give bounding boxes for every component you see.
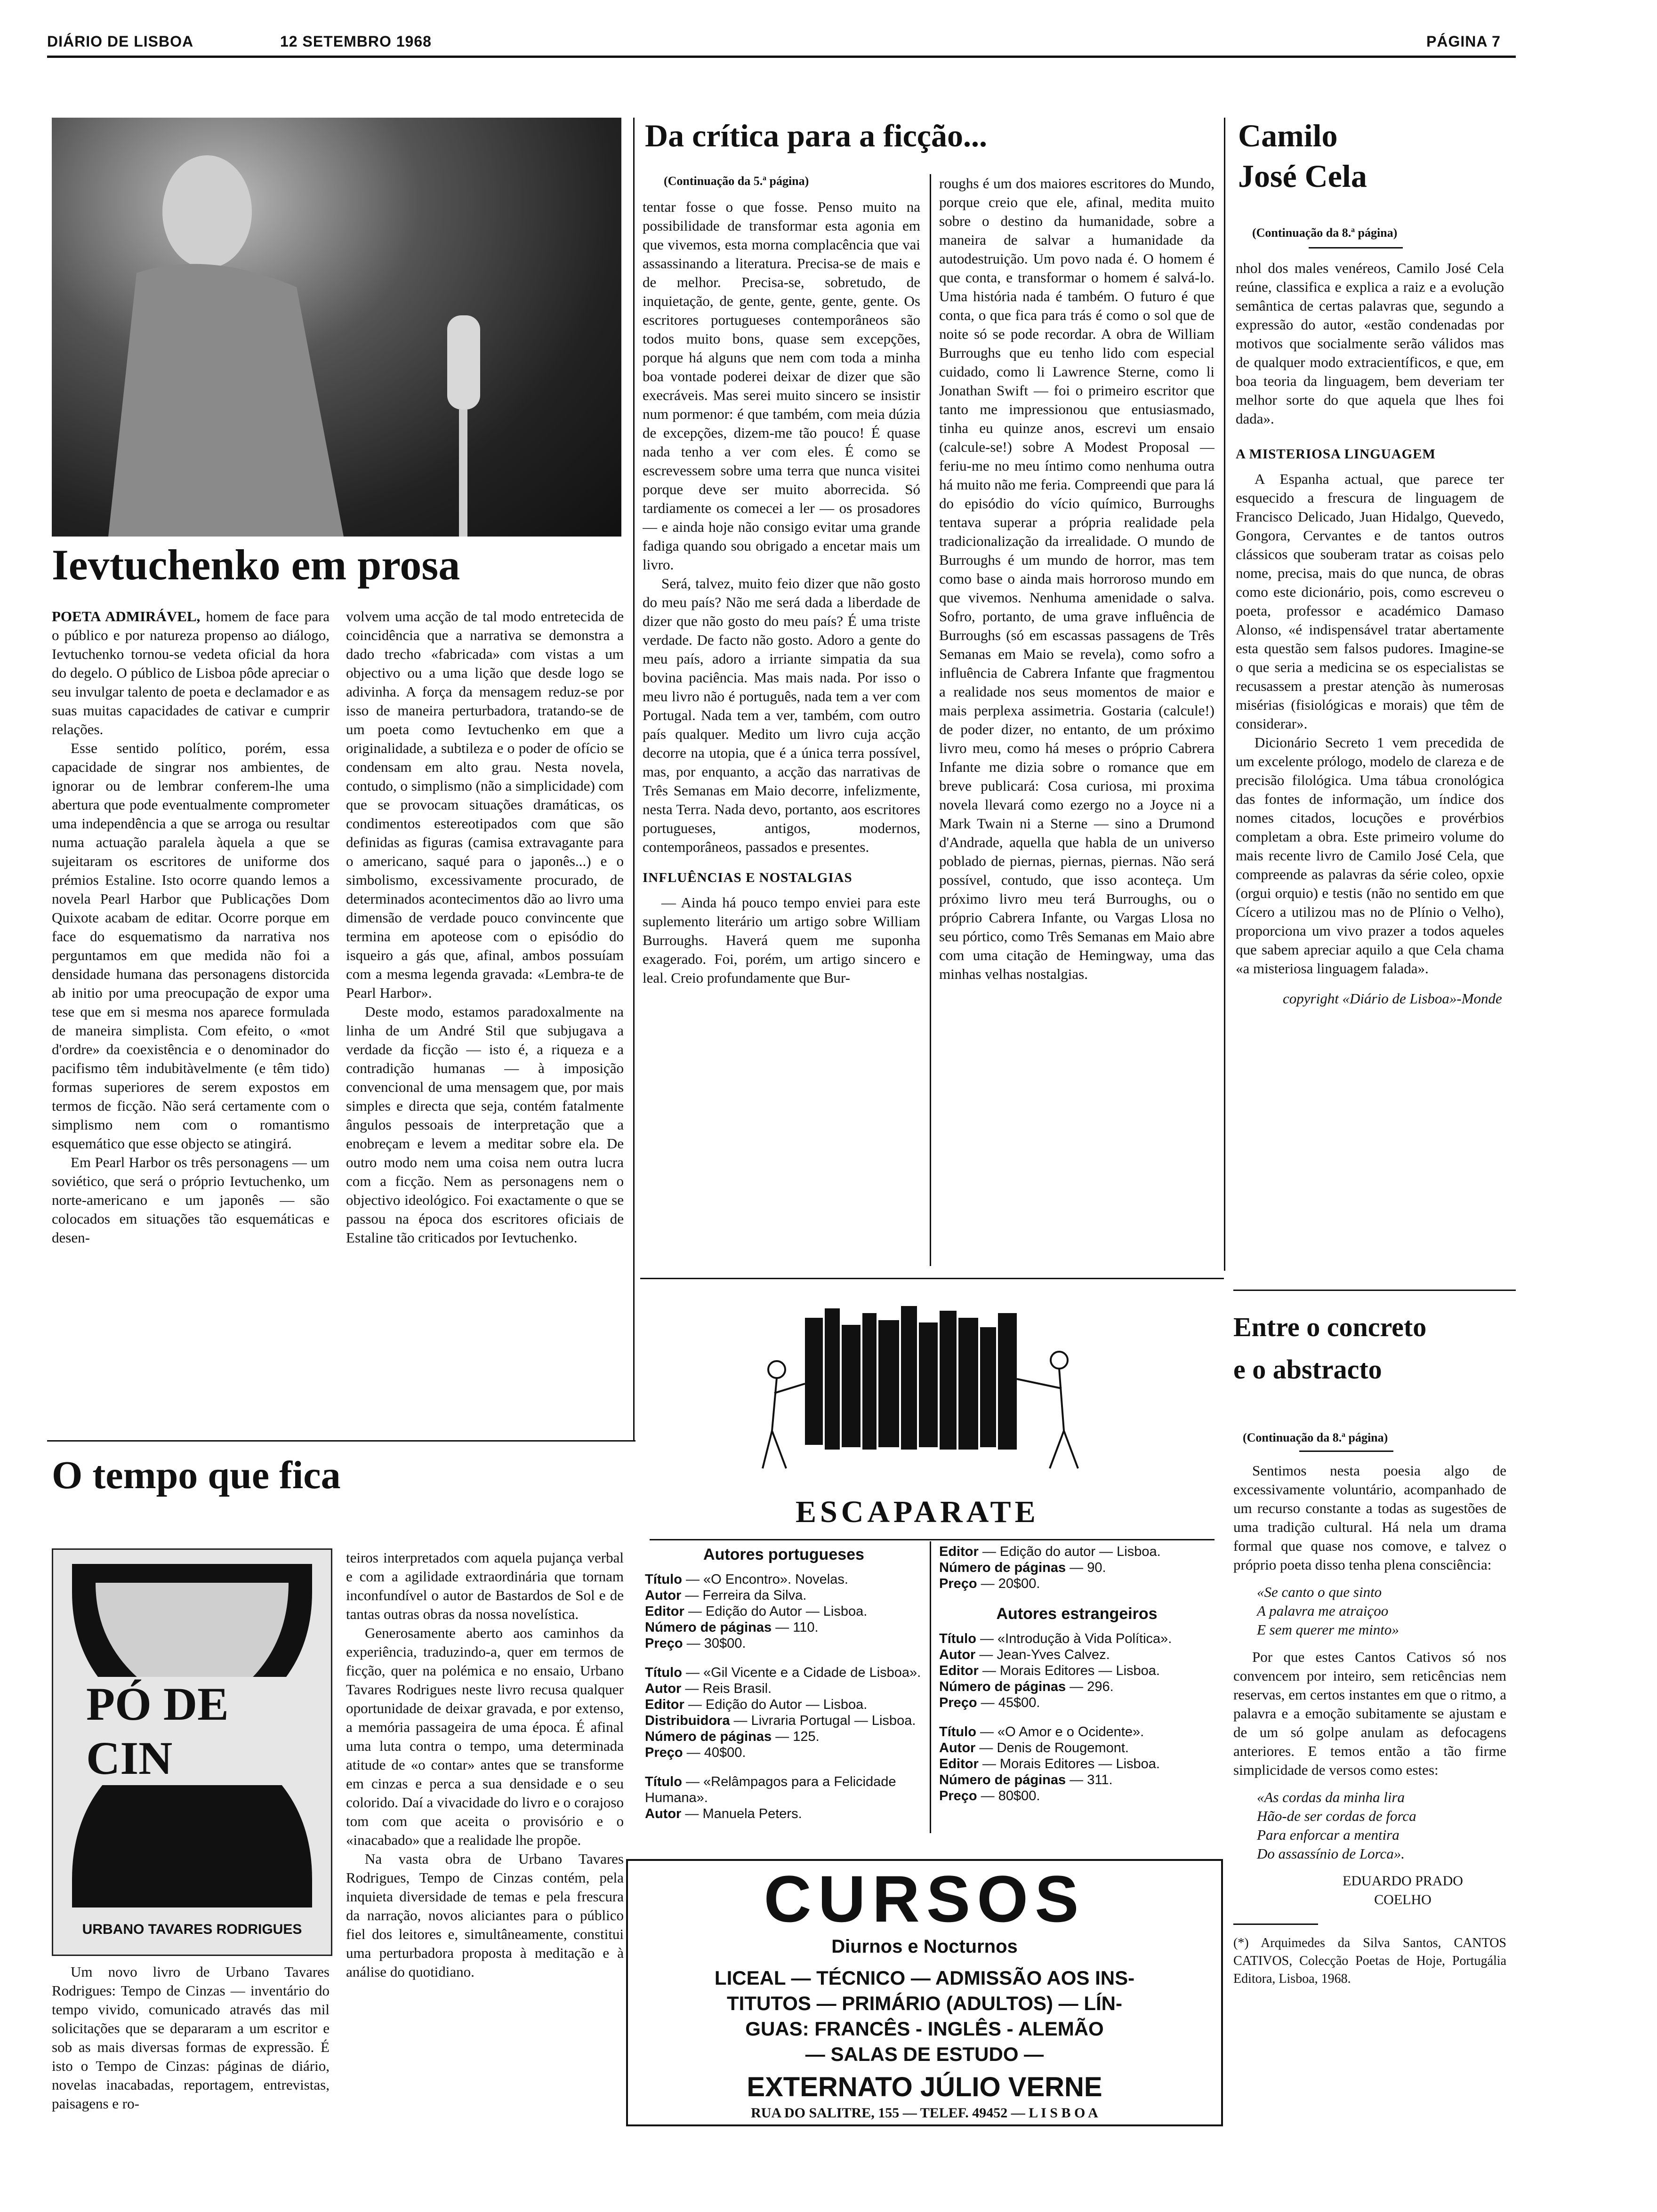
book-entry-field: Editor — Edição do Autor — Lisboa. [645,1697,868,1712]
field-value: 311. [1087,1772,1113,1787]
books-figures-icon [734,1299,1120,1497]
paragraph: A Espanha actual, que parece ter esquecido a frescura de linguagem de Francisco Delicado, Juan Hidalgo, Quevedo, Gongora, Cervantes e de tantos outros clássicos que souberam tratar as coisas pelo nome, precisa, mais do que nunca, de obras como este dicionário, pois, como escreveu o poeta, professor e académico Damaso Alonso, «é indispensável tratar abertamente esta questão sem falsos pudores. Imagine-se o que seria a medicina se os especialistas se recusassem a prestar atenção às numerosas misérias (fisiológicas e morais) que têm de considerar». [1236,471,1504,732]
paragraph: Generosamente aberto aos caminhos da experiência, traduzindo-a, quer em termos de ficção, quer na polémica e no ensaio, Urbano Tavares Rodrigues neste livro recusa qualquer oportunidade de deixar gravada, e por extenso, a memória passageira de uma época. É afinal uma luta contra o tempo, uma determinada atitude de «o contar» antes que se transforme em cinzas e perca a sua densidade e o seu colorido. Daí a vivacidade do livro e o corajoso tom com que aceita o provisório e o «inacabado» que a realidade lhe propõe. [346,1625,624,1848]
book-entry-field: Título — «O Encontro». Novelas. [645,1572,848,1587]
cela-headline [1238,115,1502,196]
book-entry-field: Autor — Manuela Peters. [645,1806,802,1821]
paragraph: Dicionário Secreto 1 vem precedida de um excelente prólogo, modelo de clareza e de precisão filológica. Uma tábua cronológica das fontes de informação, um índice dos nomes citados, locuções e provérbios completam a obra. Este primeiro volume do mais recente livro de Camilo José Cela, que compreende as palavras da série coleo, opxie (orgui orquio) e testis (não no sentido em que Cícero a utilizou mas no de Plínio o Velho), proporciona um vivo prazer a todos aqueles que sabem apreciar aquilo a que Cela chama «a misteriosa linguagem falada». [1236,734,1504,977]
book-cover-image [52,1548,332,1956]
issue-date: 12 SETEMBRO 1968 [280,33,432,50]
field-label: Autor [939,1647,976,1662]
header-rule [47,56,1516,58]
book-entry [939,1544,1215,1592]
paragraph: Por que estes Cantos Cativos só nos convencem por inteiro, sem reticências nem reservas, em certos instantes em que o ritmo, a palavra e a emoção subitamente se ajustam e de um só golpe anulam as defocagens anteriores. E temos então a tão firme simplicidade de versos como estes: [1233,1649,1506,1778]
field-label: Editor [939,1544,979,1559]
concreto-headline [1233,1306,1516,1391]
field-label: Preço [939,1788,977,1803]
book-entry-field: Preço — 30$00. [645,1636,746,1651]
section-rule [1233,1290,1516,1291]
tempo-column-1 [52,1963,330,2184]
cursos-title: CURSOS [764,1862,1086,1936]
field-value: Morais Editores — Lisboa. [999,1663,1160,1678]
field-label: Editor [645,1604,684,1619]
field-label: Preço [645,1636,683,1651]
field-label: Título [645,1665,682,1680]
cursos-offer [628,1965,1221,2067]
critica-continuation: (Continuação da 5.ª página) [664,174,809,188]
signature-line: COELHO [1374,1892,1432,1907]
short-rule [1309,247,1403,248]
footnote-rule [1233,1923,1318,1925]
book-entry-field: Número de páginas — 311. [939,1772,1113,1787]
ievtuchenko-photo [52,118,621,537]
field-value: Edição do Autor — Lisboa. [705,1604,868,1619]
book-entry-field: Autor — Denis de Rougemont. [939,1740,1129,1755]
cursos-line: TITUTOS — PRIMÁRIO (ADULTOS) — LÍN- [727,1992,1122,2014]
paragraph: teiros interpretados com aquela pujança verbal e com a agilidade extraordinária que tornam inconfundível o autor de Bastardos de Sol e de tantas outras obras da nossa novelística. [346,1549,624,1622]
field-label: Título [645,1774,682,1789]
field-value: 110. [793,1620,819,1635]
column-divider [930,174,931,1266]
section-rule [640,1278,1224,1279]
critica-column-1 [643,198,920,1261]
field-value: 125. [793,1729,820,1744]
paragraph: nhol dos males venéreos, Camilo José Cela reúne, classifica e explica a raiz e a evolução semântica de certas palavras que, segundo a expressão do autor, «estão condenadas por motivos que socialmente serão válidos mas de qualquer modo extracientíficos, e que, em boa teoria da linguagem, bem deveriam ter melhor sorte do que aquela que lhes foi dada». [1236,260,1504,427]
escaparate-foreign [939,1544,1215,1850]
field-value: «O Amor e o Ocidente». [997,1724,1144,1739]
book-entry [645,1571,923,1651]
field-label: Editor [645,1697,684,1712]
verse-line: Para enforcar a mentira [1257,1827,1400,1843]
book-entry-field: Autor — Jean-Yves Calvez. [939,1647,1110,1662]
paragraph: Sentimos nesta poesia algo de excessivamente voluntário, acompanhado de um recurso constante a todas as sugestões de uma tradição cultural. Há nela um drama formal que quase nos comove, e talvez o próprio poeta disso tenha plena consciência: [1233,1462,1506,1573]
concreto-continuation: (Continuação da 8.ª página) [1243,1431,1388,1444]
cursos-subtitle: Diurnos e Nocturnos [831,1936,1018,1957]
book-entry-field: Preço — 40$00. [645,1745,746,1760]
field-value: 45$00. [998,1695,1040,1710]
short-rule [1299,1451,1393,1452]
book-entry-field: Editor — Morais Editores — Lisboa. [939,1663,1160,1678]
book-entry-field: Número de páginas — 125. [645,1729,820,1744]
book-entry-field: Editor — Edição do Autor — Lisboa. [645,1604,868,1619]
book-entry-field: Distribuidora — Livraria Portugal — Lisboa. [645,1713,916,1728]
field-value: 296. [1087,1679,1114,1694]
escaparate-title: ESCAPARATE [796,1495,1039,1529]
cursos-line: GUAS: FRANCÊS - INGLÊS - ALEMÃO [745,2018,1104,2040]
field-value: «O Encontro». Novelas. [703,1572,848,1587]
field-label: Número de páginas [645,1620,772,1635]
field-label: Distribuidora [645,1713,730,1728]
paragraph: Um novo livro de Urbano Tavares Rodrigues: Tempo de Cinzas — inventário do tempo vivido, comunicado através das mil solicitações que se depararam a um escritor e sob as mais diversas formas de expressão. É isto o Tempo de Cinzas: páginas de diário, novelas inacabadas, reportagem, entrevistas, paisagens e ro- [52,1964,330,2112]
escaparate-portuguese [645,1544,923,1850]
column-divider [930,1541,931,1833]
book-entry-field: Número de páginas — 110. [645,1620,819,1635]
quote-block [1257,1583,1506,1639]
verse-line: «Se canto o que sinto [1257,1584,1382,1600]
paragraph: Em Pearl Harbor os três personagens — um soviético, que será o próprio Ievtuchenko, um norte-americano e um japonês — são colocados em situações tão esquemáticas e desen- [52,1154,330,1246]
field-label: Autor [645,1588,682,1603]
book-entry [645,1665,923,1761]
field-value: 80$00. [998,1788,1040,1803]
verse-line: A palavra me atraiçoo [1257,1603,1389,1619]
lead-in: POETA ADMIRÁVEL, [52,608,201,625]
field-value: Livraria Portugal — Lisboa. [751,1713,916,1728]
book-entry [939,1631,1215,1711]
school-name: EXTERNATO JÚLIO VERNE [747,2072,1102,2102]
paragraph: homem de face para o público e por natureza propenso ao diálogo, Ievtuchenko tornou-se vedeta oficial da hora do degelo. O público de Lisboa pôde apreciar o seu invulgar talento de poeta e declamador e as suas muitas capacidades de cativar e cumprir relações. [52,608,330,737]
field-label: Autor [645,1681,682,1696]
concreto-column [1233,1461,1506,2139]
column-divider [633,118,635,1440]
signature-line: EDUARDO PRADO [1343,1873,1463,1889]
field-label: Editor [939,1663,979,1678]
field-value: 90. [1087,1560,1106,1575]
ievtuchenko-headline: Ievtuchenko em prosa [52,541,460,589]
book-entry-field: Editor — Morais Editores — Lisboa. [939,1756,1160,1771]
book-entry-field: Preço — 20$00. [939,1576,1040,1591]
escaparate-right-list [939,1631,1215,1804]
field-label: Título [645,1572,682,1587]
critica-column-2 [939,174,1215,1266]
book-entry-field: Número de páginas — 296. [939,1679,1114,1694]
field-label: Número de páginas [645,1729,772,1744]
section-rule [47,1440,635,1442]
field-label: Número de páginas [939,1772,1066,1787]
field-value: Morais Editores — Lisboa. [999,1756,1160,1771]
book-entry [645,1774,923,1822]
escaparate-left-header: Autores portugueses [703,1546,864,1563]
newspaper-name: DIÁRIO DE LISBOA [47,33,194,50]
section-heading: INFLUÊNCIAS E NOSTALGIAS [643,870,853,885]
paragraph: volvem uma acção de tal modo entretecida de coincidência que a narrativa se demonstra a dado trecho «fabricada» com vistas a um objectivo ou a uma lição que desde logo se adivinha. A força da mensagem reduz-se por isso de maneira perturbadora, tratando-se de um poeta como Ievtuchenko em que a originalidade, a subtileza e o poder de ofício se condensam em alto grau. Nesta novela, contudo, o simplismo (não a simplicidade) com que se provocam situações dramáticas, os condimentos estereotipados com que são definidas as figuras (camisa extravagante para o americano, saqué para o japonês...) e o simbolismo, excessivamente procurado, de determinados acontecimentos dão ao livro uma dimensão de verdade pouco convincente que termina em apoteose com o episódio do isqueiro a gás que, afinal, ambos possuíam com a mesma legenda gravada: «Lembra-te de Pearl Harbor». [346,608,624,1001]
field-label: Preço [939,1695,977,1710]
paragraph: tentar fosse o que fosse. Penso muito na possibilidade de transformar esta agonia em que vivemos, esta morna complacência que vai assassinando a literatura. Precisa-se de mais e de melhor. Precisa-se, sobretudo, de inquietação, de gente, gente, gente, gente. Os escritores portugueses contemporâneos são todos muito bons, quase sem excepções, porque há alguns que nem com toda a minha boa vontade poderei deixar de dizer que são execráveis. Mas serei muito sincero se insistir num pormenor: é que também, com meia dúzia de excepções, dizem-me tão pouco! É quase nada tenho a ver com eles. É como se escrevessem sobre uma terra que nunca visitei porque deve ser muito aborrecida. Só tardiamente os comecei a ler — os prosadores — e ainda hoje não consigo evitar uma grande fadiga quando sou obrigado a encetar mais um livro. [643,199,920,573]
field-label: Número de páginas [939,1679,1066,1694]
field-value: Ferreira da Silva. [702,1588,807,1603]
verse-line: Hão-de ser cordas de forca [1257,1808,1416,1824]
field-label: Preço [939,1576,977,1591]
quote-block [1257,1788,1506,1863]
cela-headline-line-2: José Cela [1238,158,1367,194]
field-label: Editor [939,1756,979,1771]
field-value: 30$00. [704,1636,746,1651]
field-value: Edição do autor — Lisboa. [999,1544,1161,1559]
paragraph: roughs é um dos maiores escritores do Mundo, porque creio que ele, afinal, medita muito sobre o destino da humanidade, sobre a maneira de salvar a humanidade da autodestruição. Um povo nada é. O homem é que conta, e transformar o homem é salvá-lo. Uma história nada é também. O futuro é que conta, o que fica para trás é como o sol que de noite só se pode recordar. A obra de William Burroughs que eu tenho lido com especial cuidado, como li Lawrence Sterne, como li Jonathan Swift — foi o primeiro escritor que tanto me impressionou que entusiasmado, tinha eu quinze anos, escrevi um ensaio (calcule-se!) sobre A Modest Proposal — feriu-me no meu íntimo como nenhuma outra há muito não me feria. Compreendi que para lá do episódio do vício químico, Burroughs tentava superar a própria realidade pela tradicionalização da irrealidade. O mundo de Burroughs é um mundo de horror, mas tem como base o ainda mais horroroso mundo em que vivemos. Nenhuma amenidade o salva. Sofro, portanto, de uma grave influência de Burroughs (só em escassas passagens de Três Semanas em Maio se revela), como sofro a influência de Cabrera Infante que fragmentou a realidade nos seus momentos de maior e mais perplexa assimetria. Gostaria (calcule!) de poder dizer, no entanto, de um próximo livro meu, como há meses o próprio Cabrera Infante me dizia sobre o romance que em breve publicará: Cosa curiosa, mi proxima novela llevará como ezergo no a Joyce ni a Mark Twain ni a Sterne — sino a Drumond d'Andrade, aquella que habla de un universo poblado de piernas, piernas, piernas. Não será possível, contudo, que isso aconteça. Um próximo livro meu terá Burroughs, ou o próprio Cabrera Infante, ou Vargas Llosa no seu pórtico, como Três Semanas em Maio abre com uma citação de Hemingway, uma das minhas velhas nostalgias. [939,175,1215,982]
field-value: Reis Brasil. [702,1681,772,1696]
concreto-headline-line-2: e o abstracto [1233,1354,1382,1385]
field-label: Autor [645,1806,682,1821]
concreto-signature [1233,1872,1506,1909]
paragraph: Na vasta obra de Urbano Tavares Rodrigues, Tempo de Cinzas contém, pela inquieta diversidade de temas e pela frescura da narração, novos aliciantes para o público fiel dos leitores e, simultâneamente, constitui uma perturbadora proposta à meditação e à análise do quotidiano. [346,1851,624,1980]
critica-headline: Da crítica para a ficção... [645,118,987,153]
field-value: «Introdução à Vida Política». [997,1631,1172,1646]
book-entry-field: Título — «Gil Vicente e a Cidade de Lisboa». [645,1665,921,1680]
field-value: 40$00. [704,1745,746,1760]
school-address: RUA DO SALITRE, 155 — TELEF. 49452 — L I S B O A [751,2105,1098,2121]
escaparate-illustration [734,1299,1120,1497]
field-label: Título [939,1724,976,1739]
tempo-column-2 [346,1548,624,2184]
cela-headline-line-1: Camilo [1238,118,1338,153]
cursos-advertisement [626,1859,1223,2126]
field-label: Título [939,1631,976,1646]
singer-figure-icon [52,118,621,537]
field-value: «Gil Vicente e a Cidade de Lisboa». [703,1665,921,1680]
paragraph: — Ainda há pouco tempo enviei para este suplemento literário um artigo sobre William Burroughs. Haverá quem me suponha exagerado. Foi, porém, um artigo sincero e leal. Creio profundamente que Bur- [643,894,920,986]
paragraph: Deste modo, estamos paradoxalmente na linha de um André Stil que subjugava a verdade da ficção — isto é, a riqueza e a contradição humanas — à imposição convencional de uma mensagem que, por mais simples e directa que seja, contém fatalmente ângulos pessoais de interpretação que a enobreçam e levem a meditar sobre ela. De outro modo nem uma coisa nem outra lucra com a ficção. Nem as personagens nem o objectivo ideológico. Foi exactamente o que se passou na época dos escritores oficiais de Estaline tão criticados por Ievtuchenko. [346,1003,624,1246]
field-value: Manuela Peters. [702,1806,802,1821]
book-entry-field: Preço — 45$00. [939,1695,1040,1710]
field-value: Denis de Rougemont. [997,1740,1129,1755]
book-entry [939,1724,1215,1804]
column-divider [1224,118,1225,1271]
book-entry-field: Autor — Reis Brasil. [645,1681,772,1696]
book-entry-field: Editor — Edição do autor — Lisboa. [939,1544,1161,1559]
verse-line: Do assassínio de Lorca». [1257,1845,1405,1862]
verse-line: «As cordas da minha lira [1257,1789,1405,1805]
paragraph: Esse sentido político, porém, essa capacidade de singrar nos ambientes, de ignorar ou de lembrar conferem-lhe uma abertura que pode eventualmente comprometer uma independência a que se arroga ou resultar numa actuação paralela àquela a que se sujeitaram os escritores de uniforme dos prémios Estaline. Isto ocorre quando lemos a novela Pearl Harbor que Publicações Dom Quixote acabam de editar. Ocorre porque em face do esquematismo da narrativa nos perguntamos em que medida não foi a densidade humana das personagens distorcida ab initio por uma preocupação de expor uma tese que em si mesma nos aparece formulada de maneira simplista. Com efeito, o «mot d'ordre» da coexistência e o denominador do pacifismo têm indubitàvelmente (e têm tido) formas superiores de serem expostos em termos de ficção. Não será certamente com o simplismo nem com o romantismo esquemático que esse objecto se atingirá. [52,740,330,1152]
page-number: PÁGINA 7 [1426,33,1501,50]
escaparate-right-header: Autores estrangeiros [996,1605,1158,1623]
escaparate-left-list [645,1571,923,1822]
book-entry-field: Título — «Introdução à Vida Política». [939,1631,1172,1646]
field-value: Edição do Autor — Lisboa. [705,1697,868,1712]
book-entry-field: Preço — 80$00. [939,1788,1040,1803]
ievtuchenko-column-2 [346,607,624,1426]
book-cover-author: URBANO TAVARES RODRIGUES [82,1922,302,1937]
cela-continuation: (Continuação da 8.ª página) [1252,226,1398,240]
paragraph: Será, talvez, muito feio dizer que não gosto do meu país? Não me será dada a liberdade de dizer que não gosto do meu país? É uma triste verdade. De facto não gosto. Adoro a gente do meu país, adoro a irriante simpatia da sua bovina paciência. Mas mais nada. Por isso o meu livro não é português, nada tem a ver com Portugal. Nada tem a ver, também, com outro país qualquer. Medito um livro cuja acção decorre na utopia, que é a única terra possível, mas, por enquanto, a acção das narrativas de Três Semanas em Maio decorre, infelizmente, nesta Terra. Nada devo, portanto, aos escritores portugueses, antigos, modernos, contemporâneos, passados e presentes. [643,575,920,855]
verse-line: E sem querer me minto» [1257,1621,1399,1638]
footnote: (*) Arquimedes da Silva Santos, CANTOS CATIVOS, Colecção Poetas de Hoje, Portugália Editora, Lisboa, 1968. [1233,1936,1506,1986]
field-value: «Relâmpagos para a Felicidade Humana». [645,1774,896,1805]
field-value: Jean-Yves Calvez. [997,1647,1110,1662]
book-cover-title: PÓ DE CIN [81,1677,331,1785]
section-heading: A MISTERIOSA LINGUAGEM [1236,447,1436,462]
book-entry-field: Número de páginas — 90. [939,1560,1106,1575]
section-rule [650,1539,1215,1540]
cursos-line: — SALAS DE ESTUDO — [805,2043,1044,2065]
ievtuchenko-column-1 [52,607,330,1426]
cela-column [1236,259,1504,1280]
cursos-line: LICEAL — TÉCNICO — ADMISSÃO AOS INS- [714,1967,1135,1989]
cela-signature: copyright «Diário de Lisboa»-Monde [1283,990,1502,1007]
concreto-headline-line-1: Entre o concreto [1233,1312,1427,1342]
field-label: Número de páginas [939,1560,1066,1575]
tempo-headline: O tempo que fica [52,1453,341,1497]
book-entry-field: Título — «O Amor e o Ocidente». [939,1724,1144,1739]
field-label: Preço [645,1745,683,1760]
book-entry-field: Autor — Ferreira da Silva. [645,1588,807,1603]
escaparate-right-top [939,1544,1215,1592]
book-entry-field: Título — «Relâmpagos para a Felicidade Humana». [645,1774,896,1805]
field-value: 20$00. [998,1576,1040,1591]
field-label: Autor [939,1740,976,1755]
